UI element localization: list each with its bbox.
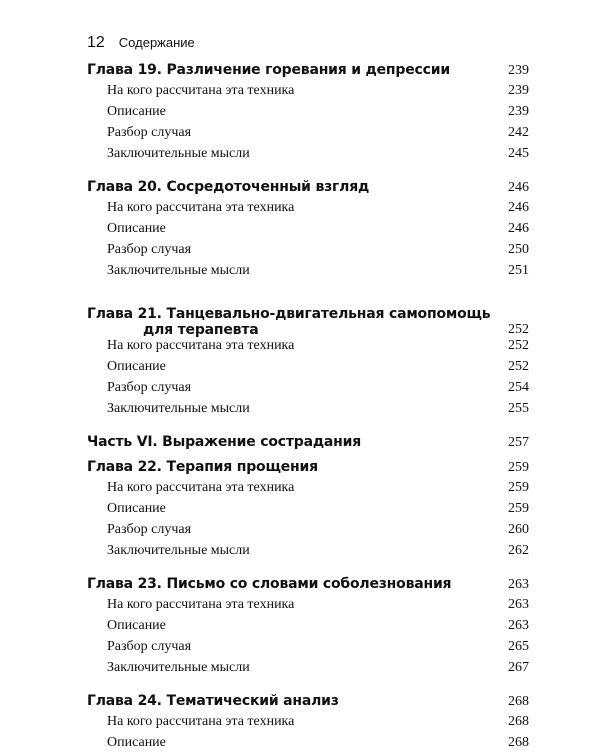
toc-chapter-20[interactable]	[87, 179, 529, 200]
table-of-contents	[87, 62, 529, 756]
toc-section[interactable]	[87, 660, 529, 681]
toc-page-number: 239	[508, 63, 529, 78]
toc-section[interactable]	[87, 221, 529, 242]
toc-section-title: Заключительные мысли	[107, 263, 250, 278]
toc-section-title: На кого рассчитана эта техника	[107, 597, 295, 612]
toc-page-number: 254	[508, 380, 529, 395]
toc-page-number: 252	[508, 338, 529, 353]
toc-page-number: 246	[508, 180, 529, 195]
toc-page-number: 259	[508, 480, 529, 495]
toc-section[interactable]	[87, 714, 529, 735]
toc-section[interactable]	[87, 735, 529, 756]
toc-section[interactable]	[87, 380, 529, 401]
toc-section-title: Описание	[107, 359, 166, 374]
toc-page-number: 259	[508, 501, 529, 516]
toc-section[interactable]	[87, 104, 529, 125]
toc-section[interactable]	[87, 597, 529, 618]
toc-section-title: Разбор случая	[107, 639, 192, 654]
page-header	[87, 34, 195, 52]
toc-section[interactable]	[87, 200, 529, 221]
toc-section[interactable]	[87, 263, 529, 284]
toc-section[interactable]	[87, 618, 529, 639]
toc-chapter-title-line1: Глава 21. Танцевально-двигательная самопомощь	[87, 306, 491, 322]
toc-section-title: Описание	[107, 735, 166, 750]
toc-section[interactable]	[87, 146, 529, 167]
toc-chapter-title-line2: для терапевта	[143, 322, 259, 338]
toc-section-title: Заключительные мысли	[107, 660, 250, 675]
toc-chapter-24[interactable]	[87, 693, 529, 714]
toc-section[interactable]	[87, 338, 529, 359]
toc-page-number: 239	[508, 83, 529, 98]
toc-section-title: На кого рассчитана эта техника	[107, 714, 295, 729]
toc-section-title: На кого рассчитана эта техника	[107, 200, 295, 215]
toc-section[interactable]	[87, 543, 529, 564]
toc-chapter-23[interactable]	[87, 576, 529, 597]
toc-chapter-title: Глава 22. Терапия прощения	[87, 459, 318, 475]
toc-section-title: Заключительные мысли	[107, 401, 250, 416]
toc-page-number: 252	[508, 359, 529, 374]
toc-section[interactable]	[87, 401, 529, 422]
toc-section-title: Разбор случая	[107, 242, 192, 257]
toc-part-6[interactable]	[87, 434, 529, 455]
toc-page-number: 246	[508, 221, 529, 236]
toc-section-title: Описание	[107, 221, 166, 236]
toc-section[interactable]	[87, 125, 529, 146]
toc-part-title: Часть VI. Выражение сострадания	[87, 434, 362, 450]
toc-page-number: 250	[508, 242, 529, 257]
toc-chapter-title	[87, 306, 490, 338]
toc-section-title: На кого рассчитана эта техника	[107, 480, 295, 495]
toc-chapter-title: Глава 24. Тематический анализ	[87, 693, 339, 709]
toc-section[interactable]	[87, 242, 529, 263]
toc-page-number: 246	[508, 200, 529, 215]
toc-page-number: 268	[508, 735, 529, 750]
toc-page-number: 263	[508, 618, 529, 633]
toc-page-number: 265	[508, 639, 529, 654]
toc-chapter-title: Глава 19. Различение горевания и депрессии	[87, 62, 450, 78]
toc-section-title: Заключительные мысли	[107, 146, 250, 161]
toc-page-number: 268	[508, 714, 529, 729]
running-head-title: Содержание	[118, 35, 195, 50]
toc-page-number: 267	[508, 660, 529, 675]
toc-page-number: 251	[508, 263, 529, 278]
toc-section[interactable]	[87, 501, 529, 522]
page-number: 12	[87, 34, 105, 51]
toc-section-title: На кого рассчитана эта техника	[107, 338, 295, 353]
toc-page-number: 263	[508, 577, 529, 592]
toc-chapter-19[interactable]	[87, 62, 529, 83]
toc-section-title: Разбор случая	[107, 125, 192, 140]
toc-chapter-21[interactable]	[87, 296, 529, 338]
toc-page-number: 239	[508, 104, 529, 119]
toc-section-title: На кого рассчитана эта техника	[107, 83, 295, 98]
toc-section-title: Разбор случая	[107, 380, 192, 395]
toc-page-number: 263	[508, 597, 529, 612]
toc-section[interactable]	[87, 480, 529, 501]
toc-section-title: Описание	[107, 618, 166, 633]
toc-section[interactable]	[87, 522, 529, 543]
toc-page-number: 259	[508, 460, 529, 475]
toc-section[interactable]	[87, 83, 529, 104]
toc-page-number: 260	[508, 522, 529, 537]
toc-section-title: Описание	[107, 501, 166, 516]
toc-chapter-title: Глава 23. Письмо со словами соболезнования	[87, 576, 452, 592]
toc-page-number: 257	[508, 435, 529, 450]
toc-section-title: Разбор случая	[107, 522, 192, 537]
toc-section[interactable]	[87, 359, 529, 380]
toc-chapter-title: Глава 20. Сосредоточенный взгляд	[87, 179, 370, 195]
toc-chapter-22[interactable]	[87, 459, 529, 480]
toc-page-number: 262	[508, 543, 529, 558]
toc-section-title: Заключительные мысли	[107, 543, 250, 558]
toc-section-title: Описание	[107, 104, 166, 119]
toc-page-number: 242	[508, 125, 529, 140]
toc-page-number: 245	[508, 146, 529, 161]
toc-page-number: 268	[508, 694, 529, 709]
toc-section[interactable]	[87, 639, 529, 660]
toc-page-number: 252	[508, 322, 529, 337]
toc-page-number: 255	[508, 401, 529, 416]
